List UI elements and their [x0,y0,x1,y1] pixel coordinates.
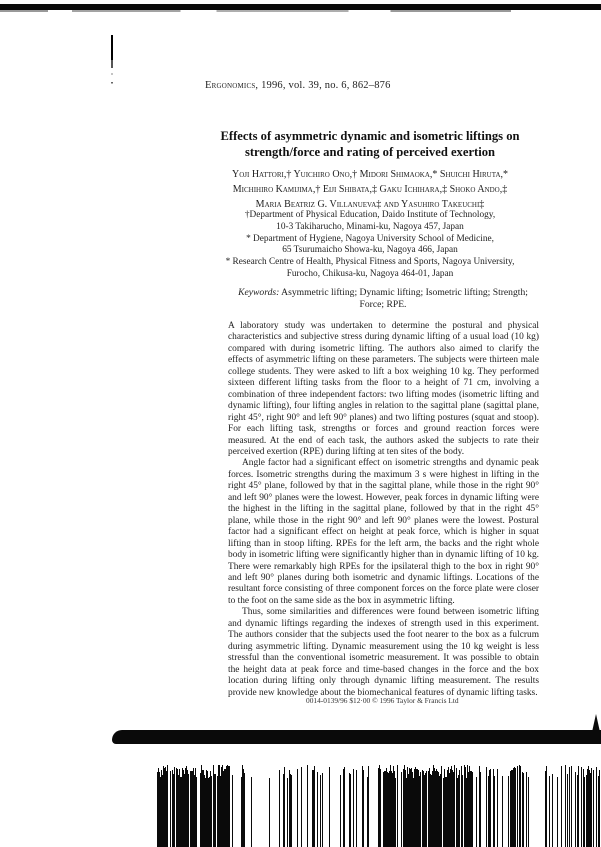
noise-streak [170,771,171,847]
author-list [205,167,535,212]
noise-streak [181,777,182,847]
noise-streak [454,765,455,847]
keywords-label: Keywords: [238,287,280,298]
noise-streak [466,778,467,847]
noise-streak [418,770,419,847]
noise-streak [218,765,219,847]
noise-streak [438,772,439,847]
title-line-1: Effects of asymmetric dynamic and isometric liftings on [220,129,520,143]
noise-streak [409,768,410,847]
noise-streak [476,777,477,847]
noise-streak [552,774,553,847]
noise-streak [167,765,168,847]
noise-streak [458,775,459,847]
noise-streak [578,766,579,847]
noise-streak [446,777,447,847]
noise-streak [448,767,449,847]
noise-streak [388,773,389,847]
abstract-paragraph: Thus, some similarities and differences were found between isometric lifting and dynamic liftings regarding the indexes of strength used in this experiment. The authors consider that the subjects used the foot nearer to the box as a fulcrum during asymmetric lifting. Dynamic measurement using the 10 kg weight is less stressful than the conventional isometric measurement. It was possible to obtain the height data at peak force and time-based changes in the force and the box location during lifting only through dynamic lifting measurement. The results provide new knowledge about the biomechanical features of dynamic lifting tasks. [228,607,539,698]
noise-streak [419,776,420,847]
noise-streak [394,771,395,847]
noise-streak [415,767,416,847]
noise-streak [219,765,220,847]
noise-streak [439,776,440,847]
noise-streak [459,770,460,847]
noise-streak [390,765,391,847]
noise-streak [194,775,195,847]
noise-streak [363,770,364,847]
noise-streak [416,769,417,847]
noise-streak [269,778,270,847]
noise-streak [380,769,381,847]
noise-streak [211,776,212,847]
noise-streak [350,774,351,847]
noise-streak [188,774,189,847]
noise-streak [386,768,387,847]
noise-streak [522,772,523,847]
noise-streak [557,777,558,847]
noise-streak [436,769,437,847]
noise-streak [581,767,582,847]
noise-streak [389,771,390,847]
noise-streak [208,778,209,847]
noise-streak [222,765,223,847]
noise-streak [424,775,425,847]
noise-streak [182,768,183,847]
noise-streak [470,771,471,847]
noise-streak [434,768,435,847]
noise-streak [565,765,566,847]
noise-streak [401,772,402,847]
noise-streak [598,776,599,847]
noise-streak [407,767,408,847]
noise-streak [488,776,489,847]
affiliation-line: 10-3 Takiharucho, Minami-ku, Nagoya 457, Japan [276,221,464,232]
noise-streak [486,767,487,847]
noise-streak [464,765,465,847]
noise-streak [344,767,345,847]
noise-streak [480,772,481,847]
noise-streak [217,776,218,847]
noise-streak [450,769,451,847]
noise-streak [283,774,284,847]
noise-streak [467,765,468,847]
noise-streak [166,771,167,847]
affiliation-line: * Department of Hygiene, Nagoya University School of Medicine, [246,233,494,244]
noise-streak [406,778,407,847]
noise-streak [225,769,226,847]
noise-streak [462,775,463,847]
noise-streak [403,769,404,847]
noise-streak [349,773,350,847]
noise-streak [593,770,594,847]
noise-streak [567,774,568,847]
noise-streak [174,767,175,847]
noise-streak [224,769,225,847]
noise-streak [395,778,396,847]
noise-streak [512,770,513,847]
noise-streak [561,766,562,847]
noise-streak [385,771,386,847]
noise-streak [220,776,221,847]
noise-streak [223,771,224,847]
noise-streak [447,770,448,847]
noise-streak [408,774,409,847]
noise-streak [546,766,547,847]
noise-streak [410,769,411,847]
noise-streak [441,766,442,847]
noise-streak [405,770,406,847]
noise-streak [195,768,196,847]
noise-streak [596,767,597,847]
noise-streak [227,765,228,847]
authors-line-3: Maria Beatriz G. Villanueva‡ and Yasuhiro Takeuchi‡ [255,199,485,210]
noise-streak [312,770,313,847]
affiliation-line: Furocho, Chikusa-ku, Nagoya 464-01, Japan [286,268,454,279]
noise-streak [228,766,229,847]
noise-streak [241,777,242,847]
noise-streak [392,773,393,847]
noise-streak [440,774,441,847]
journal-citation [205,80,535,91]
noise-streak [177,769,178,847]
noise-streak [523,773,524,847]
noise-streak [213,765,214,847]
noise-streak [433,765,434,847]
noise-streak [426,771,427,847]
abstract-paragraph: Angle factor had a significant effect on isometric strengths and dynamic peak forces. Isometric strengths during the maximum 3 s were highest in lifting in the right 45° plane, followed by that in the sagittal plane, while those in the right 90° and left 90° planes were the lowest. However, peak forces in dynamic lifting were the highest in the lifting in the sagittal plane, followed by that in the right 45° plane, while those in the right 90° and left 90° planes were the lowest. Postural factor had a significant effect on height at peak force, which is higher in squat lifting than in stoop lifting. RPEs for the left arm, the backs and the right whole body in isometric lifting were significantly higher than in dynamic lifting of 10 kg. There were remarkably high RPEs for the ipsilateral thigh to the box in right 90° and left 90° planes during both isometric and dynamic liftings. Locations of the resultant force consisting of three component forces on the force plate were closer to the foot on the same side as the box in asymmetric lifting. [228,458,539,606]
noise-streak [422,770,423,847]
scan-artifact-bottom-noise [0,765,601,847]
noise-streak [203,770,204,847]
noise-streak [343,769,344,847]
noise-streak [160,777,161,847]
noise-streak [307,765,308,847]
noise-streak [158,768,159,847]
noise-streak [161,770,162,847]
noise-streak [589,770,590,847]
noise-streak [591,768,592,847]
article-title [205,128,535,160]
noise-streak [320,775,321,847]
noise-streak [497,769,498,847]
noise-streak [184,774,185,847]
noise-streak [471,771,472,847]
noise-streak [414,769,415,847]
noise-streak [173,774,174,847]
noise-streak [314,766,315,847]
noise-streak [526,772,527,847]
noise-streak [510,771,511,847]
scan-artifact-margin-mark [111,35,113,90]
noise-streak [172,770,173,847]
noise-streak [317,772,318,847]
noise-streak [206,770,207,847]
keywords-text: Asymmetric lifting; Dynamic lifting; Isometric lifting; Strength; Force; RPE. [281,287,528,310]
noise-streak [432,771,433,847]
noise-streak [243,769,244,847]
noise-streak [191,771,192,847]
noise-streak [489,770,490,847]
noise-streak [465,767,466,847]
noise-streak [520,766,521,847]
abstract-paragraph: A laboratory study was undertaken to determine the postural and physical characteristics and subjective stress during dynamic lifting of a usual load (10 kg) compared with during isometric lifting. The authors also aimed to clarify the effects of asymmetric lifting on these parameters. The subjects were thirteen male college students. They were asked to lift a box weighing 10 kg. They performed sixteen different lifting tasks from the floor to a height of 71 cm, involving a combination of three independent factors: two lifting modes (isometric lifting and dynamic lifting), four lifting angles in relation to the sagittal plane (sagittal plane, right 45°, right 90° and left 90° planes) and two lifting postures (squat and stoop). For each lifting task, strengths or forces and ground reaction forces were measured. At the end of each task, the authors asked the subjects to rate their perceived exertion (RPE) during lifting at ten sites of the body. [228,321,539,457]
noise-streak [428,771,429,847]
noise-streak [207,771,208,847]
noise-streak [456,768,457,847]
affiliation-line: †Department of Physical Education, Daido Institute of Technology, [244,210,496,220]
noise-streak [362,766,363,847]
scan-artifact-top-noise [0,10,601,12]
noise-streak [571,766,572,847]
noise-streak [583,769,584,847]
noise-streak [313,770,314,847]
noise-streak [201,765,202,847]
affiliation-line: * Research Centre of Health, Physical Fitness and Sports, Nagoya University, [225,257,515,268]
noise-streak [322,773,323,847]
noise-streak [577,775,578,847]
noise-streak [192,771,193,847]
noise-streak [517,766,518,847]
authors-line-2: Michihiro Kamijima,† Eiji Shibata,‡ Gaku Ichihara,‡ Shoko Ando,‡ [232,184,508,195]
noise-streak [340,775,341,847]
noise-streak [353,769,354,847]
noise-streak [508,776,509,847]
noise-streak [545,771,546,847]
scan-artifact-bottom-bar [112,730,601,744]
noise-streak [193,768,194,847]
noise-streak [569,767,570,847]
noise-streak [490,769,491,847]
noise-streak [584,777,585,847]
noise-streak [187,770,188,847]
noise-streak [284,767,285,847]
noise-streak [590,773,591,847]
noise-streak [185,768,186,847]
noise-streak [472,772,473,847]
noise-streak [413,778,414,847]
noise-streak [297,769,298,847]
noise-streak [451,766,452,847]
journal-name: Ergonomics [205,80,256,91]
noise-streak [445,777,446,847]
noise-streak [412,772,413,847]
noise-streak [425,773,426,847]
noise-streak [387,772,388,847]
noise-streak [242,765,243,847]
noise-streak [287,778,288,847]
noise-streak [519,765,520,847]
noise-streak [183,770,184,847]
noise-streak [528,777,529,847]
noise-streak [457,778,458,847]
noise-streak [599,770,600,847]
noise-streak [214,774,215,847]
noise-streak [493,769,494,847]
noise-streak [164,768,165,847]
noise-streak [588,766,589,847]
noise-streak [178,775,179,847]
noise-streak [494,776,495,847]
noise-streak [165,767,166,847]
noise-streak [200,773,201,847]
noise-streak [502,776,503,847]
noise-streak [411,768,412,847]
noise-streak [157,772,158,847]
noise-streak [417,769,418,847]
noise-streak [514,767,515,847]
noise-streak [229,766,230,847]
noise-streak [232,775,233,847]
noise-streak [379,765,380,847]
noise-streak [279,770,280,847]
abstract [228,321,539,699]
noise-streak [176,768,177,847]
affiliations [205,210,535,281]
noise-streak [244,773,245,847]
noise-streak [449,773,450,847]
title-line-2: strength/force and rating of perceived exertion [244,145,496,159]
noise-streak [513,768,514,847]
noise-streak [329,767,330,847]
noise-streak [367,777,368,847]
noise-streak [575,772,576,847]
noise-streak [221,767,222,847]
noise-streak [430,774,431,847]
noise-streak [215,774,216,847]
noise-streak [204,775,205,847]
authors-line-1: Yoji Hattori,† Yuichiro Ono,† Midori Shimaoka,* Shuichi Hiruta,* [232,169,508,180]
affiliation-line: 65 Tsurumaicho Showa-ku, Nagoya 466, Japan [282,245,458,256]
noise-streak [209,777,210,847]
noise-streak [586,775,587,847]
copyright-line: 0014-0139/96 $12·00 © 1996 Taylor & Francis Ltd [306,696,459,705]
noise-streak [452,770,453,847]
noise-streak [163,766,164,847]
noise-streak [444,769,445,847]
noise-streak [210,771,211,847]
noise-streak [290,774,291,847]
noise-streak [368,766,369,847]
noise-streak [378,768,379,847]
noise-streak [301,767,302,847]
noise-streak [180,777,181,847]
noise-streak [469,766,470,847]
noise-streak [423,771,424,847]
noise-streak [289,770,290,847]
noise-streak [420,772,421,847]
noise-streak [251,777,252,847]
noise-streak [453,772,454,847]
noise-streak [159,772,160,847]
noise-streak [383,772,384,847]
noise-streak [391,771,392,847]
noise-streak [479,766,480,847]
journal-volume-pages: , 1996, vol. 39, no. 6, 862–876 [255,80,391,91]
noise-streak [397,765,398,847]
noise-streak [291,775,292,847]
noise-streak [393,766,394,847]
noise-streak [226,766,227,847]
noise-streak [404,765,405,847]
noise-streak [437,771,438,847]
noise-streak [202,770,203,847]
noise-streak [186,766,187,847]
noise-streak [190,771,191,847]
noise-streak [356,770,357,847]
noise-streak [179,769,180,847]
noise-streak [443,778,444,847]
noise-streak [461,766,462,847]
noise-streak [549,776,550,847]
noise-streak [429,768,430,847]
noise-streak [511,770,512,847]
keywords [228,287,538,311]
noise-streak [435,771,436,847]
noise-streak [196,777,197,847]
noise-streak [162,775,163,847]
noise-streak [384,771,385,847]
noise-streak [587,769,588,847]
noise-streak [205,778,206,847]
noise-streak [431,775,432,847]
noise-streak [468,772,469,847]
noise-streak [515,768,516,847]
